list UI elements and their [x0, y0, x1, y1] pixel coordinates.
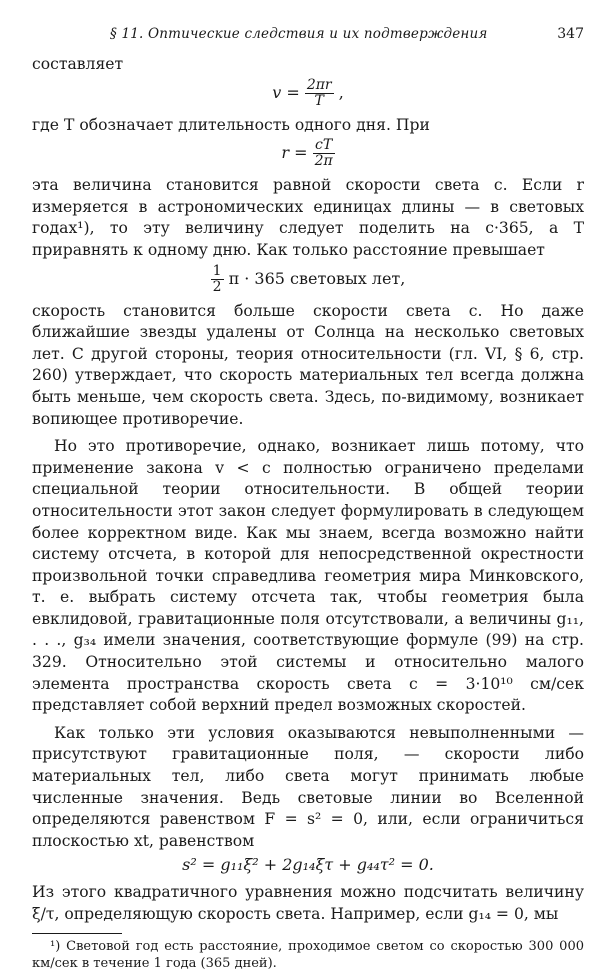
- equation-2-denominator: 2π: [314, 153, 333, 170]
- running-head: [32, 24, 584, 48]
- equation-2-lhs: r =: [281, 143, 308, 163]
- paragraph-3: эта величина становится равной скорости света c. Если r измеряется в астрономических единицах длины — в световых годах¹), то эту величину следует поделить на c·365, а T приравнять к одному дню. Как только расстояние превышает: [32, 176, 584, 259]
- paragraph-1: составляет: [32, 55, 124, 73]
- paragraph-2: где T обозначает длительность одного дня. При: [32, 115, 430, 134]
- paragraph-6: Как только эти условия оказываются невыполненными — присутствуют гравитационные поля, — скорости либо материальных тел, либо света могут принимать любые численные значения. Ведь световые линии во Вселенной определяются равенством F = s² = 0, или, если ограничиться плоскостью xt, равенством: [32, 723, 584, 850]
- equation-3: [32, 264, 584, 295]
- equation-2-fraction: [313, 138, 335, 169]
- equation-2-numerator: cT: [313, 138, 335, 154]
- equation-1-numerator: 2πr: [306, 76, 332, 93]
- book-page: [32, 24, 584, 972]
- equation-2: [32, 138, 584, 169]
- equation-3-fraction: [211, 264, 224, 295]
- footnote: ¹) Световой год есть расстояние, проходимое светом со скоростью 300 000 км/сек в течение 1 года (365 дней).: [32, 939, 584, 972]
- equation-1-tail: ,: [338, 82, 344, 102]
- equation-1: [32, 78, 584, 109]
- equation-1-denominator: T: [314, 92, 324, 109]
- equation-3-numerator: 1: [212, 262, 222, 279]
- section-title: § 11. Оптические следствия и их подтверждения: [110, 26, 488, 42]
- page-number: 347: [557, 26, 584, 42]
- footnote-divider: [32, 933, 122, 934]
- equation-3-tail: π · 365 световых лет,: [228, 268, 406, 288]
- paragraph-5: Но это противоречие, однако, возникает лишь потому, что применение закона v < c полностью ограничено пределами специальной теории относительности. В общей теории относительности этот закон следует формулировать в следующем более корректном виде. Как мы знаем, всегда возможно найти систему отсчета, в которой для непосредственной окрестности произвольной точки справедлива геометрия мира Минковского, т. е. выбрать систему отсчета так, чтобы геометрия была евклидовой, гравитационные поля отсутствовали, а величины g₁₁, . . ., g₃₄ имели значения, соответствующие формуле (99) на стр. 329. Относительно этой системы и относительно малого элемента пространства скорость света c = 3·10¹⁰ см/сек представляет собой верхний предел возможных скоростей.: [32, 437, 584, 715]
- equation-1-fraction: [305, 78, 334, 109]
- page-body: [32, 54, 584, 972]
- equation-4: s² = g₁₁ξ² + 2g₁₄ξτ + g₄₄τ² = 0.: [182, 855, 434, 875]
- equation-1-lhs: v =: [272, 82, 300, 102]
- equation-3-denominator: 2: [212, 278, 222, 295]
- paragraph-4: скорость становится больше скорости света c. Но даже ближайшие звезды удалены от Солнца на несколько световых лет. С другой стороны, теория относительности (гл. VI, § 6, стр. 260) утверждает, что скорость материальных тел всегда должна быть меньше, чем скорость света. Здесь, по-видимому, возникает вопиющее противоречие.: [32, 301, 584, 428]
- paragraph-7: Из этого квадратичного уравнения можно подсчитать величину ξ/τ, определяющую скорость света. Например, если g₁₄ = 0, мы: [32, 883, 584, 923]
